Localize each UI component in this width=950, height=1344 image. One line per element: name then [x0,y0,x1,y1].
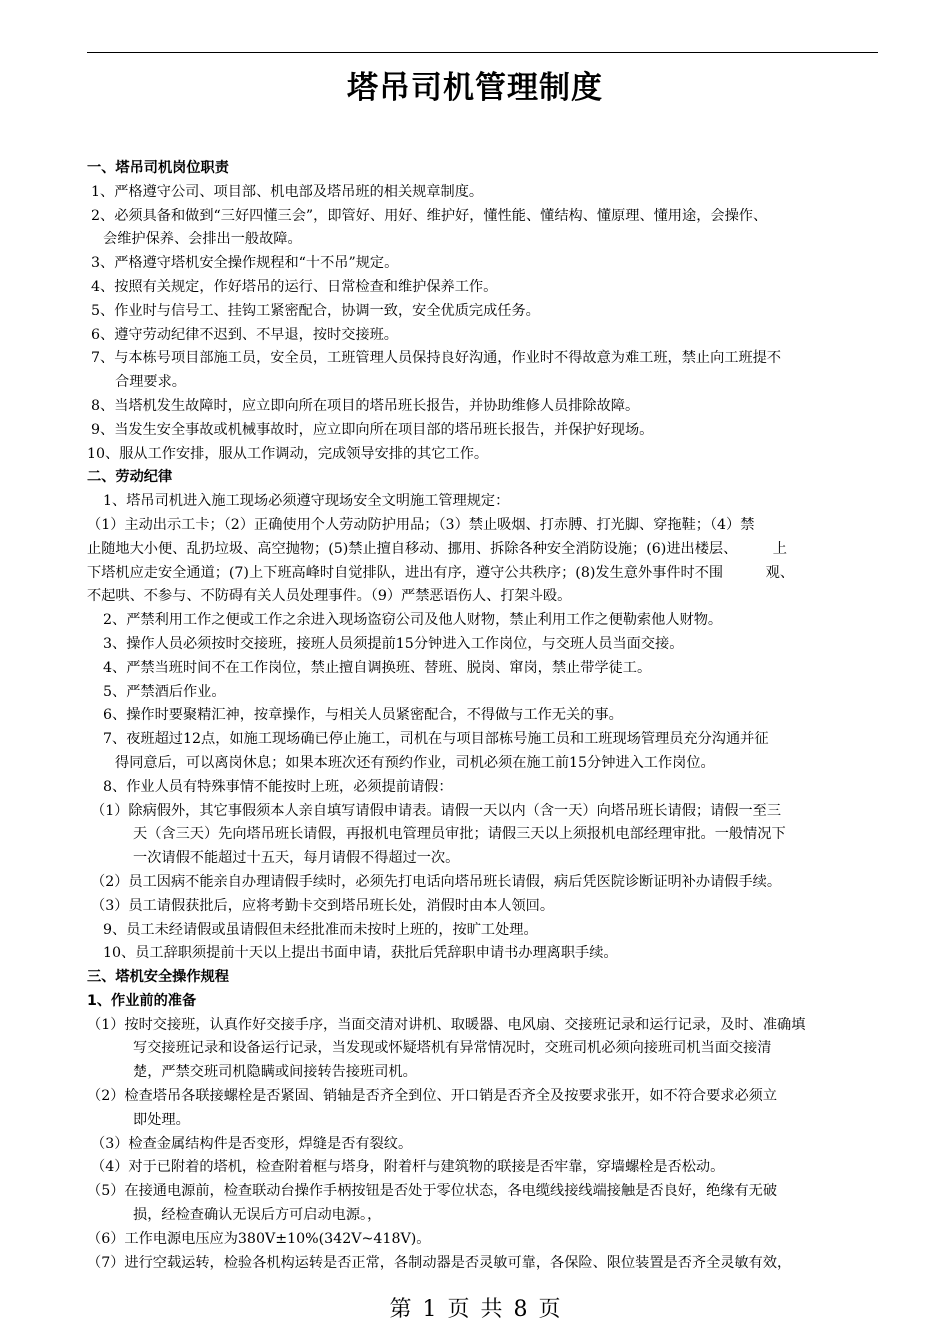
body-line: 损，经检查确认无误后方可启动电源。， [133,1207,382,1224]
body-line: 8、作业人员有特殊事情不能按时上班，必须提前请假： [103,778,453,795]
body-line: （6）工作电源电压应为380V±10%(342V~418V)。 [87,1230,431,1247]
body-line: 1、塔吊司机进入施工现场必须遵守现场安全文明施工管理规定： [103,493,510,510]
body-line: 4、严禁当班时间不在工作岗位，禁止擅自调换班、替班、脱岗、窜岗，禁止带学徒工。 [103,659,652,676]
body-line: 合理要求。 [115,374,186,391]
body-line: 4、按照有关规定，作好塔吊的运行、日常检查和维护保养工作。 [91,278,498,295]
section-heading: 一、塔吊司机岗位职责 [87,160,229,176]
section-heading: 三、塔机安全操作规程 [87,969,229,986]
body-line: 5、作业时与信号工、挂钩工紧密配合，协调一致，安全优质完成任务。 [91,302,540,319]
body-line: 楚，严禁交班司机隐瞒或间接转告接班司机。 [133,1064,417,1081]
body-line: （5）在接通电源前，检查联动台操作手柄按钮是否处于零位状态，各电缆线接线端接触是否良好，绝缘有无破 [87,1183,778,1200]
body-line: 2、必须具备和做到“三好四懂三会”，即管好、用好、维护好，懂性能、懂结构、懂原理、懂用途，会操作、 [91,207,768,224]
header-rule [87,52,878,53]
body-line: 10、服从工作安排，服从工作调动，完成领导安排的其它工作。 [87,445,489,462]
body-line: 5、严禁酒后作业。 [103,683,226,700]
body-line: 6、遵守劳动纪律不迟到、不早退，按时交接班。 [91,326,398,343]
body-line: 1、严格遵守公司、项目部、机电部及塔吊班的相关规章制度。 [91,183,484,200]
section-heading: 二、劳动纪律 [87,469,173,486]
body-line: 得同意后，可以离岗休息；如果本班次还有预约作业，司机必须在施工前15分钟进入工作岗位。 [115,754,715,771]
body-line: 8、当塔机发生故障时，应立即向所在项目的塔吊班长报告，并协助维修人员排除故障。 [91,397,640,414]
body-line: 不起哄、不参与、不防碍有关人员处理事件。（9）严禁恶语伤人、打架斗殴。 [87,588,572,605]
body-line: 一次请假不能超过十五天，每月请假不得超过一次。 [133,850,460,867]
body-line: （4）对于已附着的塔机，检查附着框与塔身，附着杆与建筑物的联接是否牢靠，穿墙螺栓是否松动。 [91,1159,725,1176]
body-line: （3）员工请假获批后，应将考勤卡交到塔吊班长处，消假时由本人领回。 [91,897,555,914]
body-line: 下塔机应走安全通道；(7)上下班高峰时自觉排队，进出有序，遵守公共秩序；(8)发生意外事件时不围 观、 [87,564,795,581]
body-line: 2、严禁利用工作之便或工作之余进入现场盗窃公司及他人财物，禁止利用工作之便勒索他人财物。 [103,612,723,629]
body-line: 会维护保养、会排出一般故障。 [103,231,302,248]
document-body [87,157,882,1275]
body-line: 9、当发生安全事故或机械事故时，应立即向所在项目部的塔吊班长报告，并保护好现场。 [91,421,654,438]
section-heading: 1、作业前的准备 [87,992,197,1009]
body-line: （2）员工因病不能亲自办理请假手续时，必须先打电话向塔吊班长请假，病后凭医院诊断证明补办请假手续。 [91,873,782,890]
page-footer: 第 1 页 共 8 页 [389,1297,561,1322]
body-line: 即处理。 [133,1111,190,1128]
body-line: （1）主动出示工卡；（2）正确使用个人劳动防护用品；（3）禁止吸烟、打赤膊、打光脚、穿拖鞋；（4）禁 [87,516,755,533]
body-line: （3）检查金属结构件是否变形，焊缝是否有裂纹。 [91,1135,413,1152]
body-line: 9、员工未经请假或虽请假但未经批准而未按时上班的，按旷工处理。 [103,921,538,938]
body-line: （1）按时交接班，认真作好交接手序，当面交清对讲机、取暖器、电风扇、交接班记录和运行记录，及时、准确填 [87,1016,806,1033]
body-line: （1）除病假外，其它事假须本人亲自填写请假申请表。请假一天以内（含一天）向塔吊班长请假；请假一至三 [91,802,782,819]
document-title: 塔吊司机管理制度 [347,70,603,106]
body-line: 10、员工辞职须提前十天以上提出书面申请，获批后凭辞职申请书办理离职手续。 [103,945,618,962]
body-line: 天（含三天）先向塔吊班长请假，再报机电管理员审批；请假三天以上须报机电部经理审批。一般情况下 [133,826,786,843]
body-line: （7）进行空载运转，检验各机构运转是否正常，各制动器是否灵敏可靠，各保险、限位装置是否齐全灵敏有效， [87,1254,792,1271]
body-line: （2）检查塔吊各联接螺栓是否紧固、销轴是否齐全到位、开口销是否齐全及按要求张开，如不符合要求必须立 [87,1088,778,1105]
body-line: 6、操作时要聚精汇神，按章操作，与相关人员紧密配合，不得做与工作无关的事。 [103,707,623,724]
body-line: 写交接班记录和设备运行记录，当发现或怀疑塔机有异常情况时，交班司机必须向接班司机当面交接清 [133,1040,772,1057]
body-line: 止随地大小便、乱扔垃圾、高空抛物；(5)禁止擅自移动、挪用、拆除各种安全消防设施；(6)进出楼层、 上 [87,540,787,557]
body-line: 7、与本栋号项目部施工员，安全员，工班管理人员保持良好沟通，作业时不得故意为难工班，禁止向工班提不 [91,350,782,367]
body-line: 3、严格遵守塔机安全操作规程和“十不吊”规定。 [91,255,399,272]
body-line: 7、夜班超过12点，如施工现场确已停止施工，司机在与项目部栋号施工员和工班现场管理员充分沟通并征 [103,731,769,748]
body-line: 3、操作人员必须按时交接班，接班人员须提前15分钟进入工作岗位，与交班人员当面交接。 [103,635,684,652]
